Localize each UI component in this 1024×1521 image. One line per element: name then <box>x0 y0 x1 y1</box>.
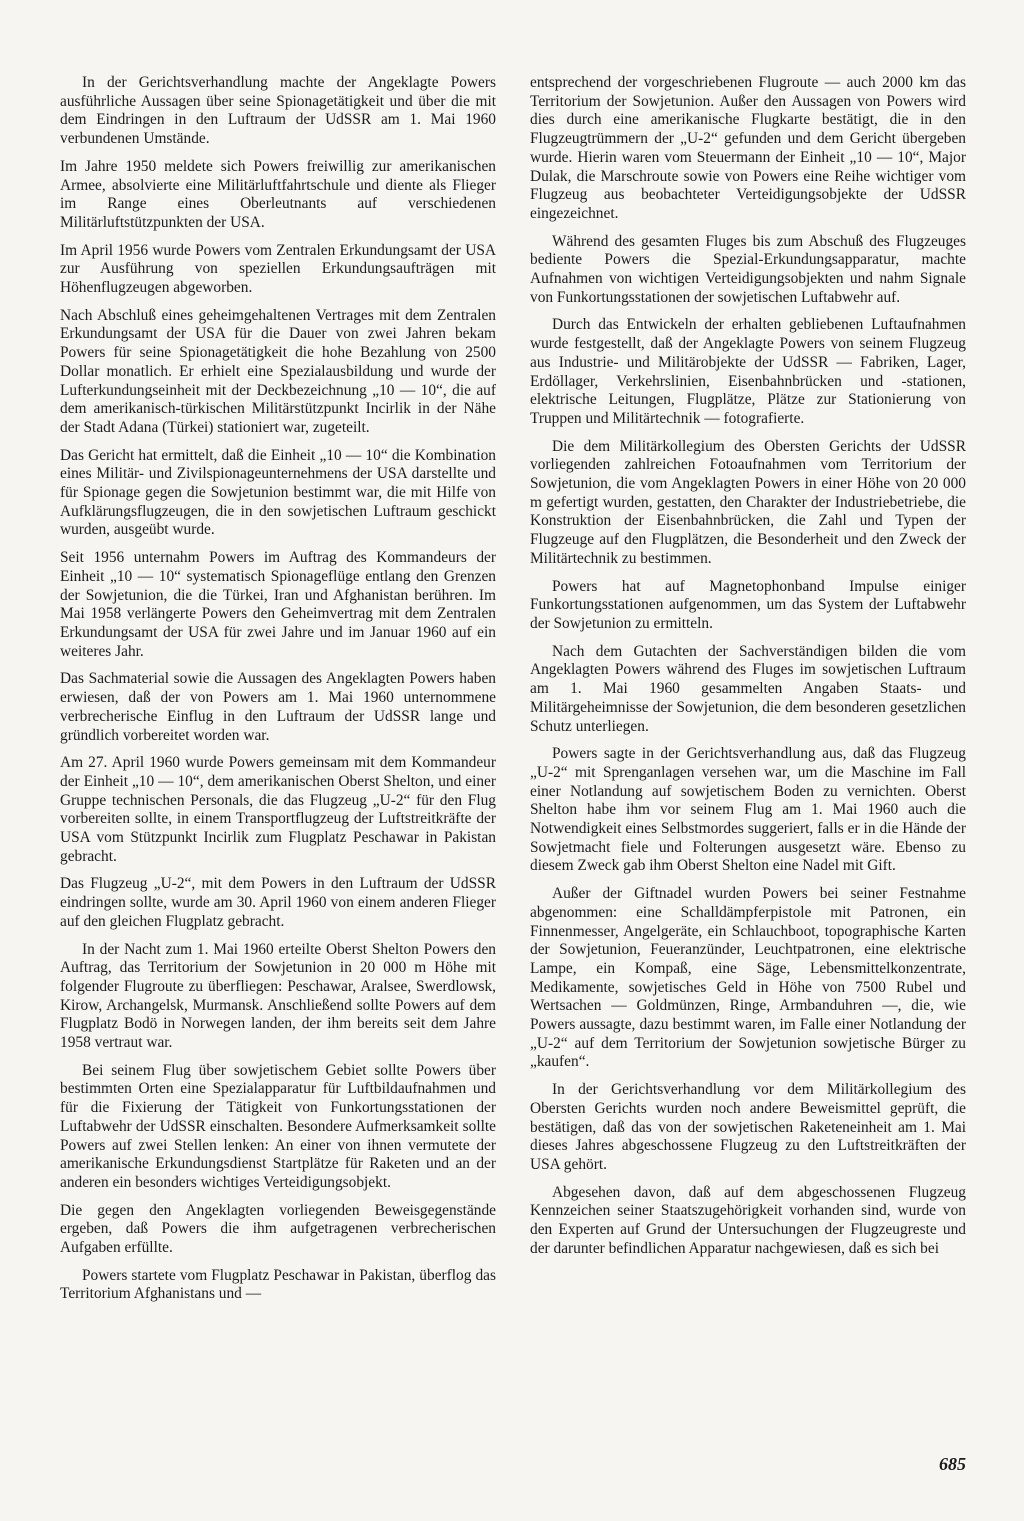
page-number: 685 <box>939 1454 966 1474</box>
paragraph: Außer der Giftnadel wurden Powers bei seiner Festnahme abgenommen: eine Schalldämpferpistole mit Patronen, ein Finnenmesser, Angelgeräte, ein Schlauchboot, topographische Karten der Sowjetunion, Feueranzünder, Leuchtpatronen, eine elektrische Lampe, ein Kompaß, eine Säge, Lebensmittelkonzentrate, Medikamente, sowjetisches Geld in Höhe von 7500 Rubel und Wertsachen — Goldmünzen, Ringe, Armbanduhren —, die, wie Powers aussagte, dazu bestimmt waren, im Falle einer Notlandung der „U-2“ auf dem Territorium der Sowjetunion sowjetische Bürger zu „kaufen“. <box>530 885 966 1071</box>
paragraph: Durch das Entwickeln der erhalten gebliebenen Luftaufnahmen wurde festgestellt, daß der Angeklagte Powers von seinem Flugzeug aus Industrie- und Militärobjekte der UdSSR — Fabriken, Lager, Erdöllager, Verkehrslinien, Eisenbahnbrücken und -stationen, elektrische Leitungen, Flugplätze, Plätze zur Stationierung von Truppen und Militärtechnik — fotografierte. <box>530 316 966 427</box>
document-page <box>60 74 966 1454</box>
paragraph: Die dem Militärkollegium des Obersten Gerichts der UdSSR vorliegenden zahlreichen Fotoaufnahmen vom Territorium der Sowjetunion, die vom Angeklagten Powers in einer Höhe von 20 000 m gefertigt wurden, gestatten, den Charakter der Industriebetriebe, die Konstruktion der Eisenbahnbrücken, die Zahl und Typen der Flugzeuge auf den Flugplätzen, die Besonderheit und den Zweck der Militärtechnik zu bestimmen. <box>530 437 966 567</box>
paragraph: In der Gerichtsverhandlung machte der Angeklagte Powers ausführliche Aussagen über seine Spionagetätigkeit und über die mit dem Eindringen in den Luftraum der UdSSR am 1. Mai 1960 verbundenen Umstände. <box>60 74 496 148</box>
paragraph: In der Nacht zum 1. Mai 1960 erteilte Oberst Shelton Powers den Auftrag, das Territorium der Sowjetunion in 20 000 m Höhe mit folgender Flugroute zu überfliegen: Peschawar, Aralsee, Swerdlowsk, Kirow, Archangelsk, Murmansk. Anschließend sollte Powers auf dem Flugplatz Bodö in Norwegen landen, der ihm bereits seit dem Jahre 1958 vertraut war. <box>60 940 496 1052</box>
paragraph: Im Jahre 1950 meldete sich Powers freiwillig zur amerikanischen Armee, absolvierte eine Militärluftfahrtschule und diente als Flieger im Range eines Oberleutnants auf verschiedenen Militärluftstützpunkten der USA. <box>60 157 496 231</box>
paragraph: Nach dem Gutachten der Sachverständigen bilden die vom Angeklagten Powers während des Fluges im sowjetischen Luftraum am 1. Mai 1960 gesammelten Angaben Staats- und Militärgeheimnisse der Sowjetunion, die dem besonderen gesetzlichen Schutz unterliegen. <box>530 642 966 735</box>
paragraph: Seit 1956 unternahm Powers im Auftrag des Kommandeurs der Einheit „10 — 10“ systematisch Spionageflüge entlang den Grenzen der Sowjetunion, die die Türkei, Iran und Afghanistan berühren. Im Mai 1958 verlängerte Powers den Geheimvertrag mit dem Zentralen Erkundungsamt der USA für zwei Jahre und im Januar 1960 auf ein weiteres Jahr. <box>60 549 496 660</box>
paragraph: In der Gerichtsverhandlung vor dem Militärkollegium des Obersten Gerichts wurden noch andere Beweismittel geprüft, die bestätigen, daß das von der sowjetischen Raketeneinheit am 1. Mai dieses Jahres abgeschossene Flugzeug zu den Luftstreitkräften der USA gehört. <box>530 1081 966 1173</box>
right-column <box>530 74 966 1454</box>
paragraph: Das Sachmaterial sowie die Aussagen des Angeklagten Powers haben erwiesen, daß der von Powers am 1. Mai 1960 unternommene verbrecherische Einflug in den Luftraum der UdSSR lange und gründlich vorbereitet worden war. <box>60 670 496 744</box>
paragraph: Das Flugzeug „U-2“, mit dem Powers in den Luftraum der UdSSR eindringen sollte, wurde am 30. April 1960 von einem anderen Flieger auf den gleichen Flugplatz gebracht. <box>60 875 496 930</box>
paragraph: Abgesehen davon, daß auf dem abgeschossenen Flugzeug Kennzeichen seiner Staatszugehörigkeit vorhanden sind, wurde von den Experten auf Grund der Untersuchungen der Flugzeugreste und der darunter befindlichen Apparatur nachgewiesen, daß es sich bei <box>530 1183 966 1257</box>
paragraph: Die gegen den Angeklagten vorliegenden Beweisgegenstände ergeben, daß Powers die ihm aufgetragenen verbrecherischen Aufgaben erfüllte. <box>60 1201 496 1257</box>
paragraph: Nach Abschluß eines geheimgehaltenen Vertrages mit dem Zentralen Erkundungsamt der USA für die Dauer von zwei Jahren bekam Powers für seine Spionagetätigkeit die hohe Bezahlung von 2500 Dollar monatlich. Er erhielt eine Spezialausbildung und wurde der Lufterkundungseinheit mit der Deckbezeichnung „10 — 10“, die auf dem amerikanisch-türkischen Militärstützpunkt Incirlik in der Nähe der Stadt Adana (Türkei) stationiert war, zugeteilt. <box>60 306 496 436</box>
paragraph: Am 27. April 1960 wurde Powers gemeinsam mit dem Kommandeur der Einheit „10 — 10“, dem amerikanischen Oberst Shelton, und einer Gruppe technischen Personals, die das Flugzeug „U-2“ für den Flug vorbereiten sollte, in einem Transportflugzeug der Luftstreitkräfte der USA vom Stützpunkt Incirlik zum Flugplatz Peschawar in Pakistan gebracht. <box>60 754 496 865</box>
paragraph: Powers sagte in der Gerichtsverhandlung aus, daß das Flugzeug „U-2“ mit Sprenganlagen versehen war, um die Maschine im Fall einer Notlandung auf sowjetischem Boden zu vernichten. Oberst Shelton habe ihm vor seinem Flug am 1. Mai 1960 auch die Notwendigkeit eines Selbstmordes suggeriert, falls er in die Hände der Sowjetmacht fiele und Folterungen ausgesetzt wäre. Ebenso zu diesem Zweck gab ihm Oberst Shelton eine Nadel mit Gift. <box>530 745 966 875</box>
paragraph: Während des gesamten Fluges bis zum Abschuß des Flugzeuges bediente Powers die Spezial-Erkundungsapparatur, machte Aufnahmen von wichtigen Verteidigungsobjekten und nahm Signale von Funkortungsstationen der sowjetischen Luftabwehr auf. <box>530 232 966 306</box>
left-column <box>60 74 496 1454</box>
paragraph: Powers startete vom Flugplatz Peschawar in Pakistan, überflog das Territorium Afghanistans und — <box>60 1266 496 1303</box>
paragraph: entsprechend der vorgeschriebenen Flugroute — auch 2000 km das Territorium der Sowjetunion. Außer den Aussagen von Powers wird dies durch eine amerikanische Flugkarte bestätigt, die in den Flugzeugtrümmern der „U-2“ gefunden und dem Gericht übergeben wurde. Hierin waren vom Steuermann der Einheit „10 — 10“, Major Dulak, die Marschroute sowie von Powers eine Reihe wichtiger vom Flugzeug aus beobachteter Verteidigungsobjekte der UdSSR eingezeichnet. <box>530 74 966 222</box>
paragraph: Im April 1956 wurde Powers vom Zentralen Erkundungsamt der USA zur Ausführung von speziellen Erkundungsaufträgen mit Höhenflugzeugen abgeworben. <box>60 241 496 297</box>
paragraph: Das Gericht hat ermittelt, daß die Einheit „10 — 10“ die Kombination eines Militär- und Zivilspionageunternehmens der USA darstellte und für Spionage gegen die Sowjetunion bestimmt war, die mit Hilfe von Aufklärungsflugzeugen, die in den sowjetischen Luftraum geschickt wurden, ausgeübt wurde. <box>60 446 496 539</box>
paragraph: Bei seinem Flug über sowjetischem Gebiet sollte Powers über bestimmten Orten eine Spezialapparatur für Luftbildaufnahmen und für die Fixierung der Tätigkeit von Funkortungsstationen der Luftabwehr der UdSSR einschalten. Besondere Aufmerksamkeit sollte Powers auf zwei Stellen lenken: An einer von ihnen vermutete der amerikanische Erkundungsdienst Startplätze für Raketen und an der anderen ein besonders wichtiges Verteidigungsobjekt. <box>60 1061 496 1191</box>
paragraph: Powers hat auf Magnetophonband Impulse einiger Funkortungsstationen aufgenommen, um das System der Luftabwehr der Sowjetunion zu ermitteln. <box>530 577 966 632</box>
